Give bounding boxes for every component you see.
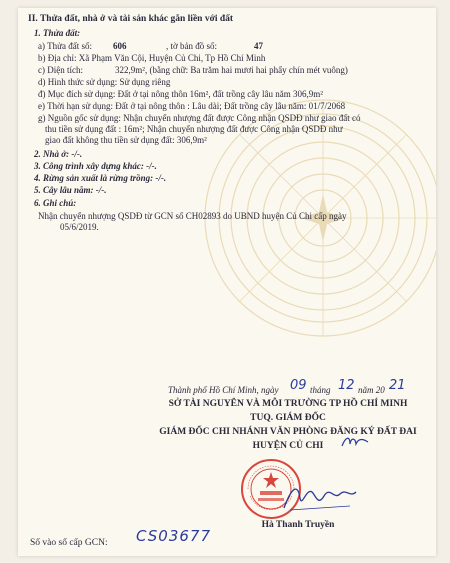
usage-form: d) Hình thức sử dụng: Sử dụng riêng xyxy=(38,77,171,87)
date-day: 09 xyxy=(290,378,307,393)
notes-line2: 05/6/2019. xyxy=(60,222,99,232)
branch-director-line1: GIÁM ĐỐC CHI NHÁNH VĂN PHÒNG ĐĂNG KÝ ĐẤT ĐAI xyxy=(159,427,417,437)
initial-scribble xyxy=(340,434,370,450)
usage-origin-line3: giao đất không thu tiền sử dụng đất: 306,9m² xyxy=(45,135,207,145)
planted-forest-section: 4. Rừng sản xuất là rừng trồng: -/-. xyxy=(34,173,167,183)
issuing-agency: SỞ TÀI NGUYÊN VÀ MÔI TRƯỜNG TP HỒ CHÍ MINH xyxy=(168,399,408,409)
notes-line1: Nhận chuyển nhượng QSDĐ từ GCN số CH02893 do UBND huyện Củ Chi cấp ngày xyxy=(38,211,347,221)
map-sheet-number: 47 xyxy=(254,41,263,51)
registry-number: CS03677 xyxy=(136,527,211,545)
date-prefix: Thành phố Hồ Chí Minh, ngày xyxy=(168,385,279,395)
usage-origin-line1: g) Nguồn gốc sử dụng: Nhận chuyển nhượng đất được Công nhận QSDĐ như giao đất có xyxy=(38,113,361,123)
parcel-heading: 1. Thửa đất: xyxy=(34,28,81,38)
tuq-director: TUQ. GIÁM ĐỐC xyxy=(250,413,326,423)
area-label: c) Diện tích: xyxy=(38,65,83,75)
area-value: 322,9m², (bằng chữ: Ba trăm hai mươi hai phẩy chín mét vuông) xyxy=(115,65,348,75)
date-month: 12 xyxy=(338,378,355,393)
date-year: 21 xyxy=(389,378,406,393)
month-label: tháng xyxy=(310,385,331,395)
parcel-number: 606 xyxy=(113,41,127,51)
usage-origin-line2: thu tiền sử dụng đất : 16m²; Nhận chuyển nhượng đất được Công nhận QSDĐ như xyxy=(45,124,343,134)
year-label: năm 20 xyxy=(358,385,385,395)
usage-term: e) Thời hạn sử dụng: Đất ở tại nông thôn : Lâu dài; Đất trồng cây lâu năm: 01/7/2068 xyxy=(38,101,346,111)
branch-director-line2: HUYỆN CỦ CHI xyxy=(252,441,324,451)
section-title: II. Thửa đất, nhà ở và tài sản khác gắn liền với đất xyxy=(28,14,234,24)
other-construction-section: 3. Công trình xây dựng khác: -/-. xyxy=(34,161,157,171)
notes-heading: 6. Ghi chú: xyxy=(34,198,77,208)
address: b) Địa chỉ: Xã Phạm Văn Cội, Huyện Củ Chi, Tp Hồ Chí Minh xyxy=(38,53,266,63)
map-sheet-label: , tờ bản đồ số: xyxy=(166,41,218,51)
parcel-number-label: a) Thửa đất số: xyxy=(38,41,92,51)
certificate-page xyxy=(18,8,436,556)
perennial-trees-section: 5. Cây lâu năm: -/-. xyxy=(34,185,107,195)
registry-number-label: Số vào sổ cấp GCN: xyxy=(30,538,108,548)
house-section: 2. Nhà ở: -/-. xyxy=(34,149,83,159)
signer-name: Hà Thanh Truyền xyxy=(261,520,335,530)
handwritten-signature xyxy=(280,478,360,518)
usage-purpose: đ) Mục đích sử dụng: Đất ở tại nông thôn 16m², đất trồng cây lâu năm 306,9m² xyxy=(38,89,323,99)
